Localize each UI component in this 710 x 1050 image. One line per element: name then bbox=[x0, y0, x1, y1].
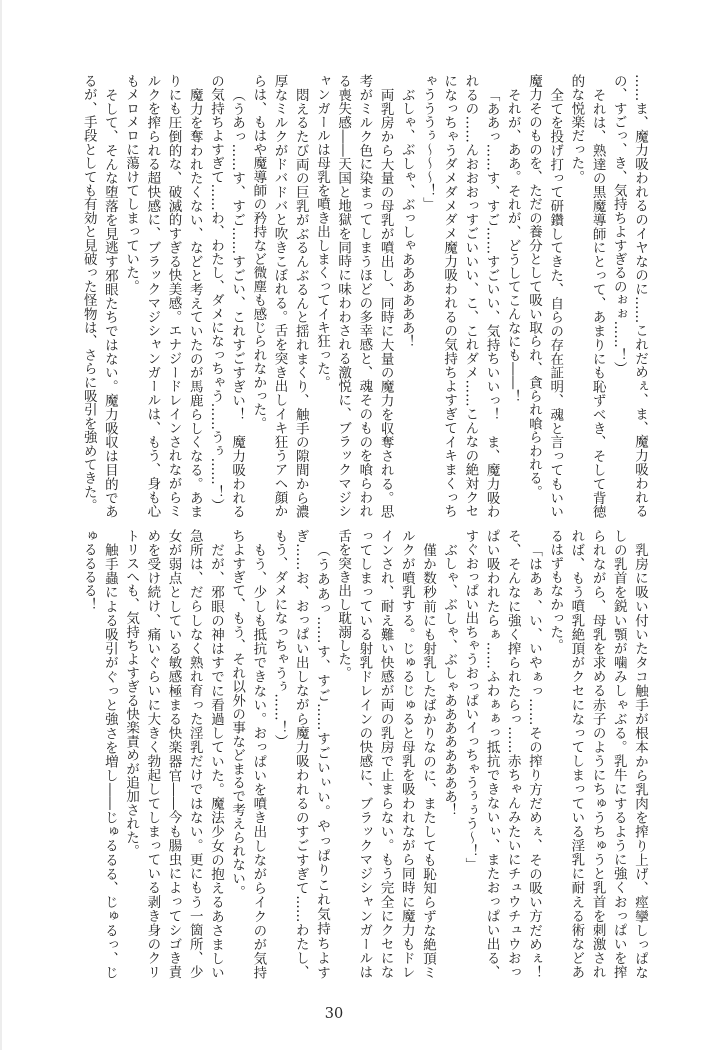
paragraph: 乳房に吸い付いたタコ触手が根本から乳肉を搾り上げ、痙攣しっぱなしの乳首を鋭い顎が噛みしゃぶる。乳牛にするように強くおっぱいを搾られながら、母乳を求める赤子のようにちゅうちゅうと乳首を刺激されれば、もう噴乳絶頂がクセになってしまっている淫乳に耐える術などあるはずもなかった。 bbox=[547, 529, 648, 979]
paragraph: ぶしゃ、ぶしゃ、ぶっしゃああああああ！ bbox=[398, 87, 415, 348]
paragraph: ……ま、魔力吸われるのイヤなのに……これだめぇ、ま、魔力吸われるの、すごっ、き、気持ちよすぎるのぉぉ……！） bbox=[610, 74, 648, 518]
paragraph: 魔力を奪われたくない、などと考えていたのが馬鹿らしくなる。あまりにも圧倒的な、破滅的すぎる快美感。エナジードレインされながらミルクを搾られる超快感に、ブラックマジシャンガールは、もう、身も心もメロメロに蕩けてしまっていた。 bbox=[123, 74, 203, 518]
paragraph: ぶしゃ、ぶしゃ、ぶしゃああああああああ！ bbox=[441, 542, 458, 817]
paragraph: （うああっ……す、すご……すごいぃい。やっぱりこれ気持ちよすぎ……お、おっぱい出しながら魔力吸われるのすごすぎて……わたし、もう、ダメになっちゃうぅ……！） bbox=[271, 529, 330, 979]
paragraph: だが、邪眼の神はすでに看過していた。魔法少女の抱えるあさましい急所は、だらしなく熟れ育った淫乳だけではない。更にもう一箇所、少女が弱点としている敏感極まる快楽器官――今も腸虫によってシゴき責めを受け続け、痛いぐらいに大きく勃起してしまっている剥き身のクリトリスへも、気持ちよすぎる快楽責めが追加された。 bbox=[123, 529, 224, 979]
paragraph: それは、熟達の黒魔導師にとって、あまりにも恥ずべき、そして背徳的な悦楽だった。 bbox=[568, 74, 606, 518]
page-number: 30 bbox=[324, 1006, 344, 1022]
paragraph: 触手蟲による吸引がぐっと強さを増し――じゅるるる、じゅるっ、じゅるるるる！ bbox=[80, 529, 118, 979]
text-block-bottom bbox=[78, 529, 650, 979]
paragraph: 「ああっ……す、すご……すごいい、気持ちいいっ！ ま、魔力吸われるの……んおおおっすごいいい、こ、これダメ……こんなの絶対クセになっちゃうダメダメダメ魔力吸われるの気持ちよすぎてイキまくっちゃうううぅ～～～！」 bbox=[419, 74, 500, 518]
text-block-top bbox=[78, 74, 650, 518]
paragraph: それが、ああ。それが、どうしてこんなにも――！ bbox=[504, 87, 521, 403]
paragraph: 全てを投げ打って研鑽してきた、自らの存在証明、魂と言ってもいい魔力そのものを、ただの養分として吸い取られ、貪られ喰らわれる。 bbox=[525, 74, 564, 518]
paragraph: 「はあぁ、い、いやぁっ……その搾り方だめぇ、その吸い方だめぇ！そ、そんなに強く搾られたらっ……赤ちゃんみたいにチュウチュウおっぱい吸われたらぁ……ふわぁぁっ抵抗できないぃ、またおっぱい出る、すぐおっぱい出ちゃうおっぱいイっちゃうぅぅう～！」 bbox=[462, 529, 542, 979]
paragraph: もう、少しも抵抗できない。おっぱいを噴き出しながらイクのが気持ちよすぎて、もう、それ以外の事などまるで考えられない。 bbox=[229, 529, 267, 979]
paragraph: そして、そんな堕落を見逃す邪眼たちではない。魔力吸収は目的であるが、手段としても有効と見破った怪物は、さらに吸引を強めてきた。 bbox=[80, 74, 118, 518]
paragraph: （うあっ……す、すご……すごい、これすごすぎい！ 魔力吸われるの気持ちよすぎて……わ、わたし、ダメになっちゃう……うぅ……！） bbox=[207, 74, 246, 518]
paragraph: 両乳房から大量の母乳が噴出し、同時に大量の魔力を収奪される。思考がミルク色に染まってしまうほどの多幸感と、魂そのものを喰らわれる喪失感――天国と地獄を同時に味わわされる激悦に、ブラックマジシャンガールは母乳を噴き出しまくってイキ狂った。 bbox=[313, 74, 394, 518]
paragraph: 僅か数秒前にも射乳したばかりなのに、またしても恥知らずな絶頂ミルクが噴乳する。じゅるじゅると母乳を吸われながら同時に魔力もドレインされ、耐え難い快感が両の乳房で止まらない。もう完全にクセになってしまっている射乳ドレインの快感に、ブラックマジシャンガールは舌を突き出し耽溺した。 bbox=[335, 529, 436, 979]
paragraph: 悶えるたび両の巨乳がぶるんぶるんと揺れまくり、触手の隙間から濃厚なミルクがドバドバと吹きこぼれる。舌を突き出しイキ狂うアヘ顔からは、もはや魔導師の矜持など微塵も感じられなかった。 bbox=[250, 74, 309, 518]
